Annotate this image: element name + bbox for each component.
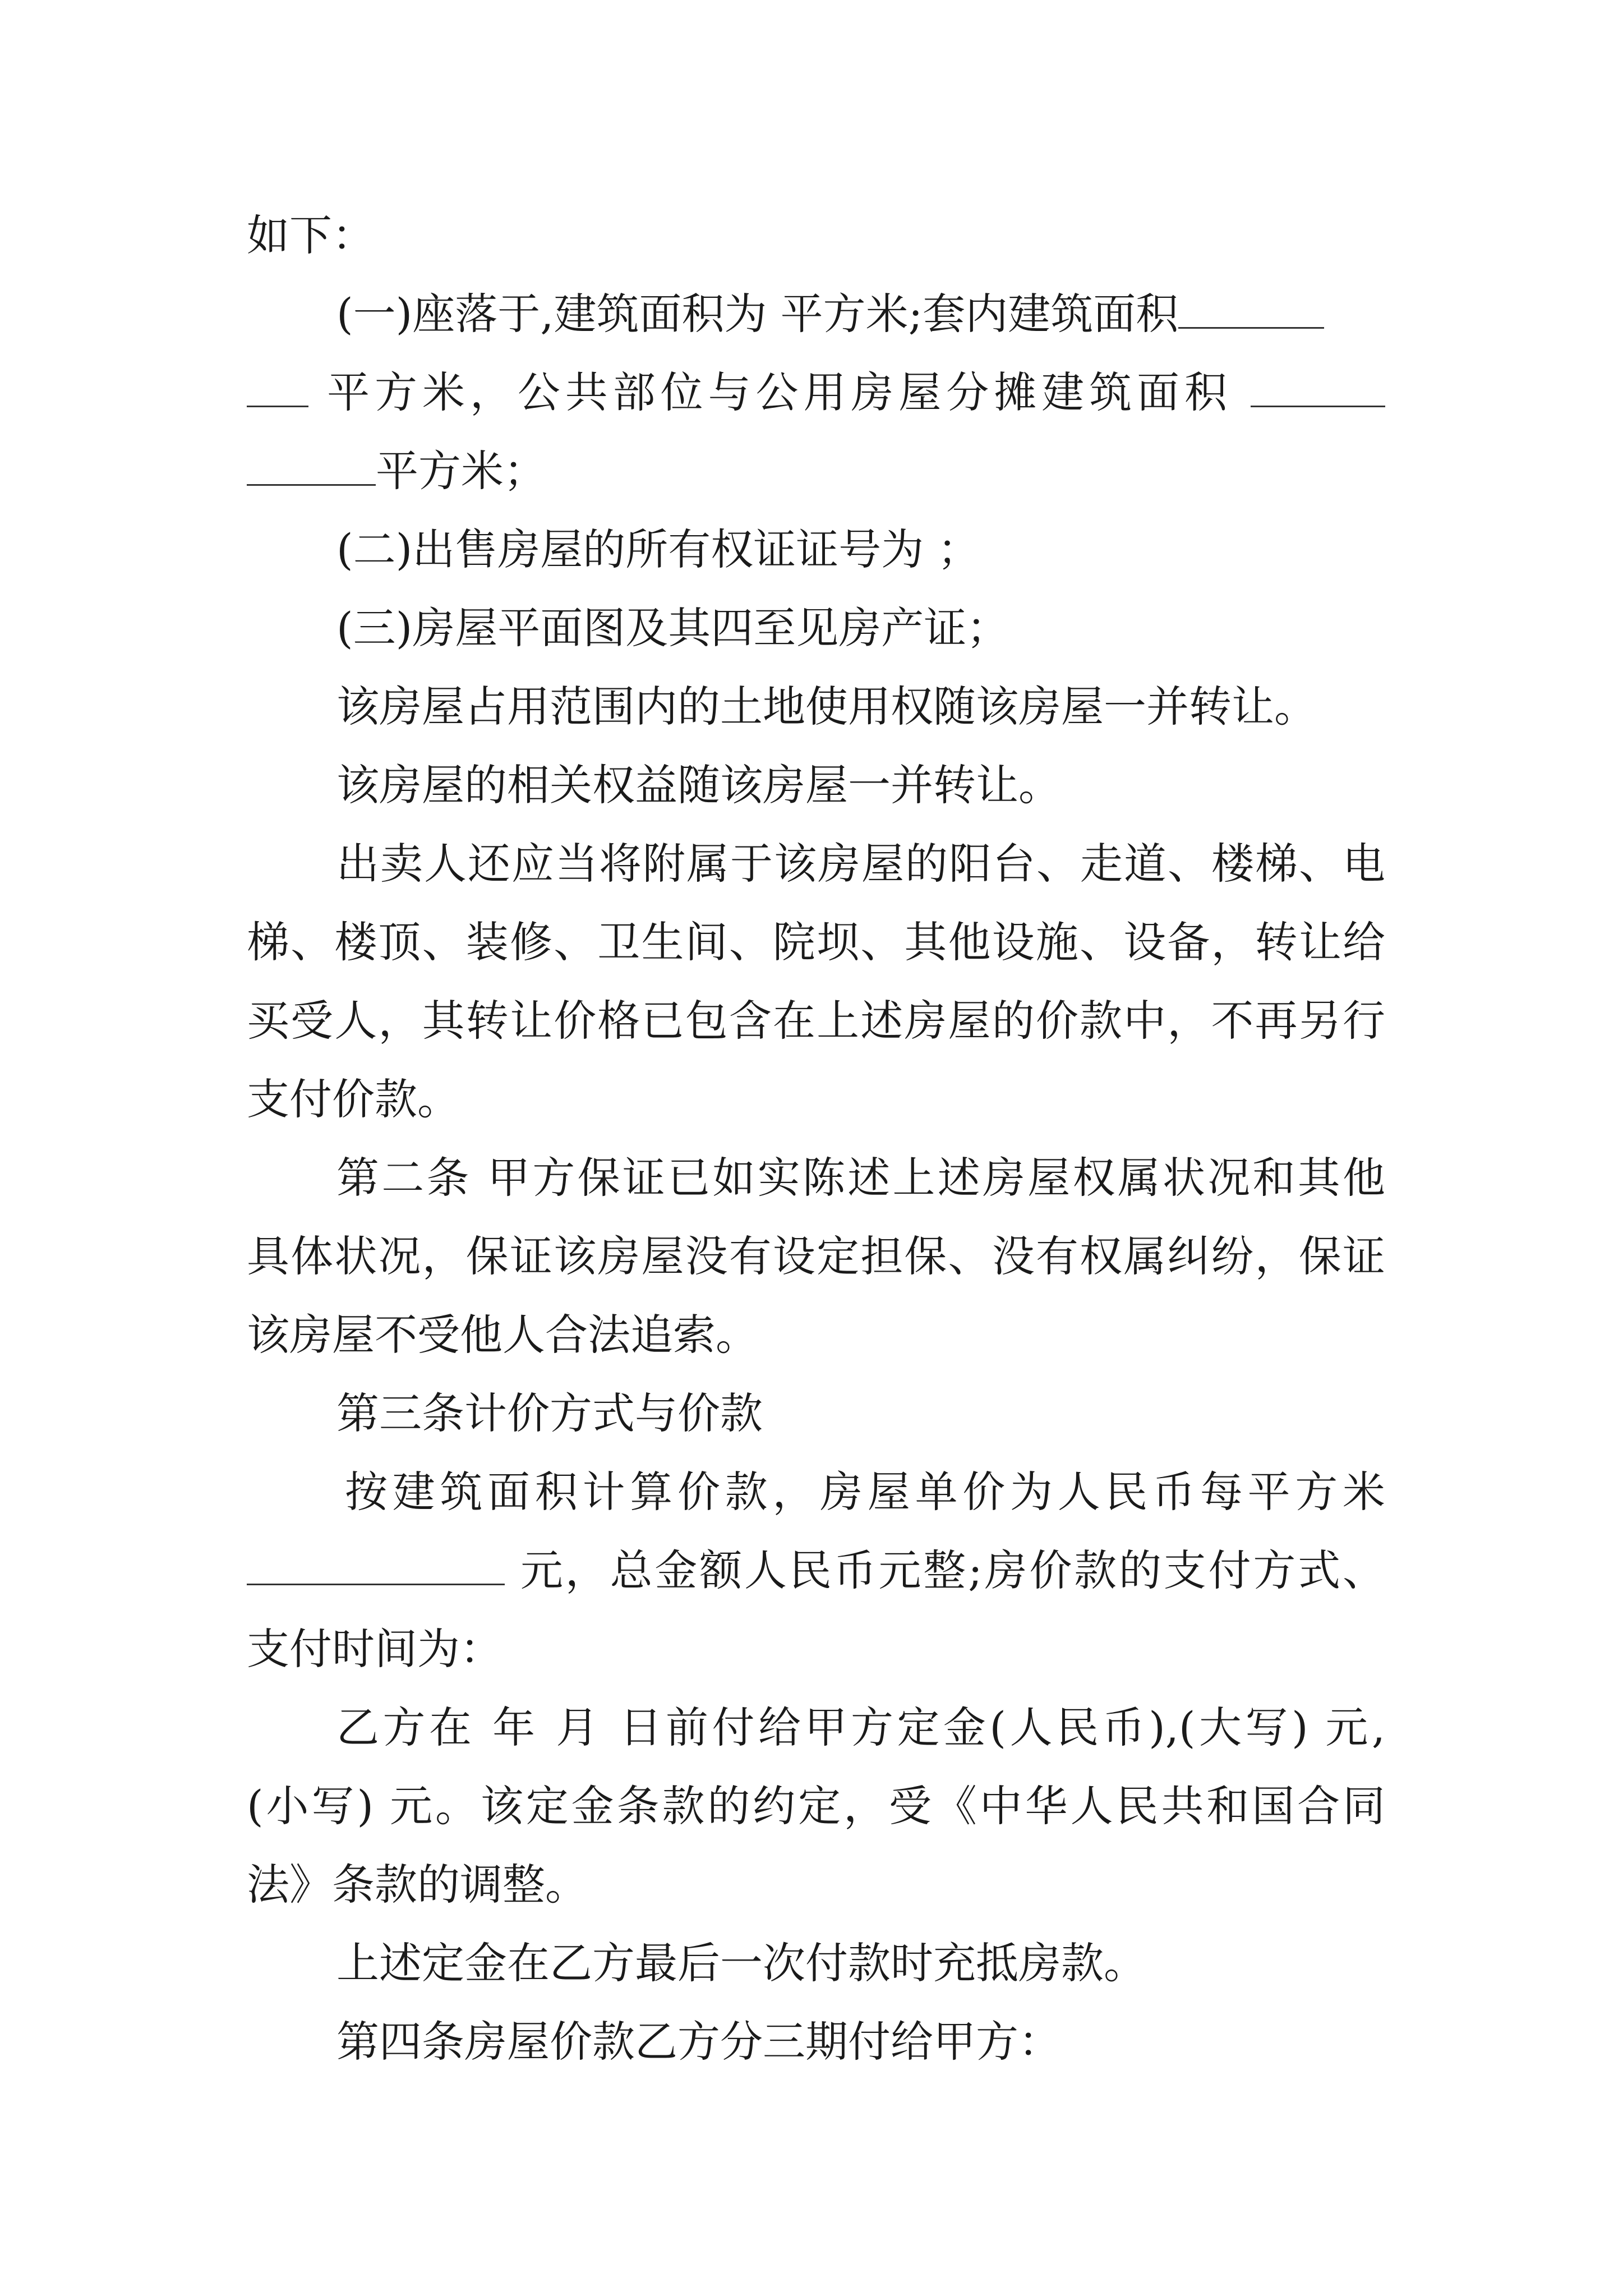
fill-blank [1251, 365, 1385, 407]
text-line: 如下： [247, 210, 375, 260]
text-line: 支付时间为： [247, 1624, 502, 1674]
text-line [247, 365, 1385, 421]
text-line [336, 286, 1385, 342]
fill-blank [247, 1543, 505, 1585]
text-segment: (一)座落于,建筑面积为 平方米;套内建筑面积 [336, 289, 1179, 339]
text-line: 法》条款的调整。 [247, 1860, 588, 1910]
fill-blank [247, 365, 308, 407]
text-line: (二)出售房屋的所有权证证号为 ； [336, 524, 980, 574]
text-segment: 元，总金额人民币元整;房价款的支付方式、 [520, 1545, 1385, 1595]
text-line: 支付价款。 [247, 1074, 460, 1124]
text-line: 第三条计价方式与价款 [336, 1388, 763, 1438]
text-line [247, 1543, 1385, 1599]
text-line: (小写) 元。该定金条款的约定，受《中华人民共和国合同 [247, 1781, 1385, 1831]
text-line: 该房屋不受他人合法追索。 [247, 1310, 758, 1360]
text-line: (三)房屋平面图及其四至见房产证； [336, 603, 1009, 653]
text-line: 梯、楼顶、装修、卫生间、院坝、其他设施、设备，转让给 [247, 917, 1385, 967]
text-line: 该房屋占用范围内的土地使用权随该房屋一并转让。 [336, 682, 1317, 731]
text-line: 买受人，其转让价格已包含在上述房屋的价款中，不再另行 [247, 996, 1385, 1046]
text-line: 出卖人还应当将附属于该房屋的阳台、走道、楼梯、电 [336, 839, 1385, 889]
text-segment: 平方米； [376, 446, 546, 496]
fill-blank [247, 444, 376, 486]
text-line: 按建筑面积计算价款，房屋单价为人民币每平方米 [345, 1467, 1385, 1517]
text-segment: 平方米，公共部位与公用房屋分摊建筑面积 [327, 367, 1232, 417]
fill-blank [1178, 287, 1324, 329]
text-line: 第二条 甲方保证已如实陈述上述房屋权属状况和其他 [336, 1153, 1385, 1203]
text-line [247, 443, 1385, 499]
text-line: 该房屋的相关权益随该房屋一并转让。 [336, 760, 1061, 810]
text-line: 第四条房屋价款乙方分三期付给甲方： [336, 2017, 1061, 2067]
text-line: 上述定金在乙方最后一次付款时充抵房款。 [336, 1938, 1146, 1988]
text-line: 具体状况，保证该房屋没有设定担保、没有权属纠纷，保证 [247, 1231, 1385, 1281]
text-line: 乙方在 年 月 日前付给甲方定金(人民币),(大写) 元, [336, 1703, 1385, 1752]
